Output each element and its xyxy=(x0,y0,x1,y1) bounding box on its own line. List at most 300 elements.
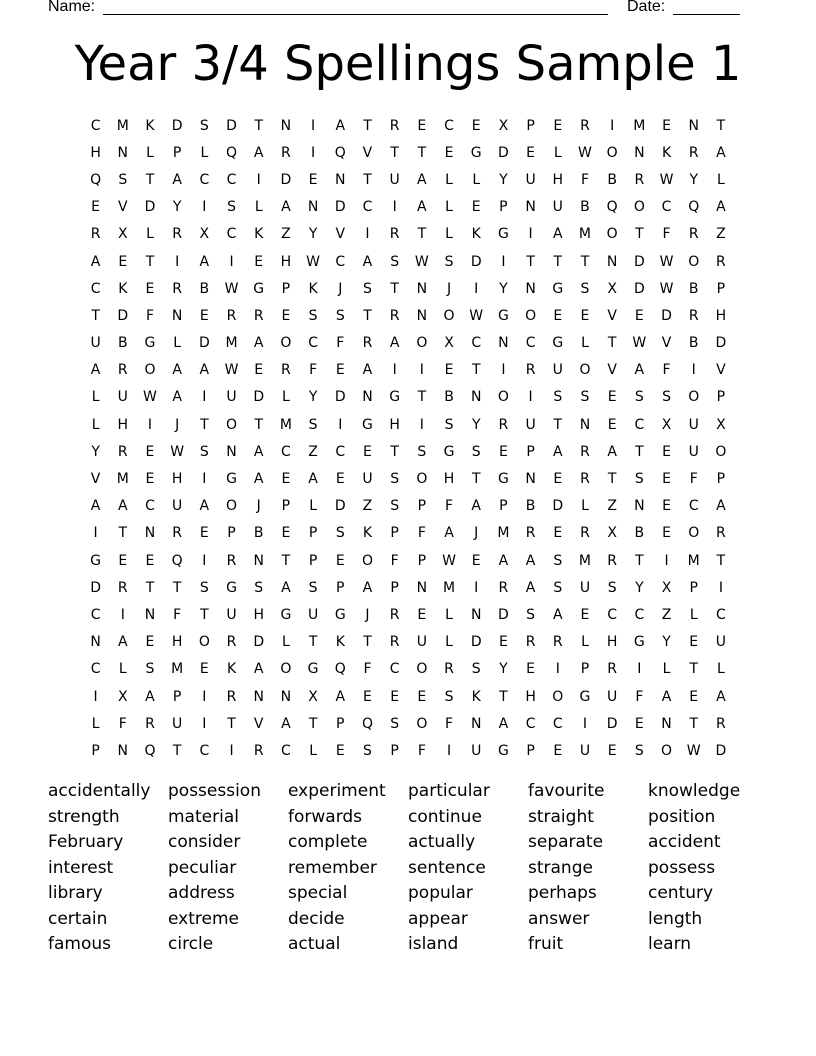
grid-letter: W xyxy=(170,443,185,460)
grid-letter: N xyxy=(634,498,645,515)
word-list-item: perhaps xyxy=(528,883,597,903)
grid-letter: I xyxy=(202,688,207,705)
grid-letter: T xyxy=(417,226,427,243)
grid-letter: X xyxy=(607,280,617,297)
grid-letter: I xyxy=(175,253,180,270)
grid-row xyxy=(82,166,735,193)
grid-letter: M xyxy=(633,117,646,134)
grid-letter: R xyxy=(172,525,183,542)
grid-letter: F xyxy=(145,307,154,324)
grid-letter: N xyxy=(253,688,264,705)
grid-letter: D xyxy=(606,715,618,732)
grid-letter: P xyxy=(172,688,182,705)
grid-letter: R xyxy=(498,416,509,433)
grid-letter: E xyxy=(145,471,155,488)
grid-letter: A xyxy=(281,715,291,732)
grid-letter: H xyxy=(715,307,727,324)
grid-letter: S xyxy=(308,416,318,433)
word-list-item: complete xyxy=(288,832,368,852)
grid-letter: L xyxy=(445,226,453,243)
grid-letter: N xyxy=(470,389,482,406)
grid-letter: E xyxy=(471,552,481,569)
grid-letter: R xyxy=(444,661,454,678)
grid-letter: L xyxy=(309,498,317,515)
grid-letter: O xyxy=(606,226,618,243)
grid-letter: X xyxy=(308,688,318,705)
grid-letter: E xyxy=(553,471,563,488)
grid-row xyxy=(82,194,735,221)
grid-letter: P xyxy=(716,280,726,297)
grid-letter: B xyxy=(634,525,645,542)
grid-letter: N xyxy=(117,742,129,759)
grid-letter: O xyxy=(661,742,673,759)
grid-letter: O xyxy=(443,307,455,324)
grid-letter: O xyxy=(688,253,700,270)
grid-letter: D xyxy=(226,117,237,134)
grid-letter: R xyxy=(117,362,128,379)
grid-letter: I xyxy=(528,226,533,243)
grid-letter: T xyxy=(172,579,182,596)
grid-letter: R xyxy=(389,634,400,651)
grid-row xyxy=(82,112,735,139)
word-list-item: forwards xyxy=(288,806,363,827)
grid-letter: U xyxy=(307,606,319,623)
grid-letter: T xyxy=(254,416,263,433)
word-list-item: century xyxy=(648,883,714,903)
grid-letter: F xyxy=(662,362,671,379)
word-list-item: answer xyxy=(528,908,590,929)
word-list-item: famous xyxy=(48,934,111,954)
grid-letter: I xyxy=(419,416,424,433)
grid-letter: A xyxy=(389,335,400,352)
grid-letter: S xyxy=(390,253,400,270)
grid-letter: V xyxy=(90,471,101,488)
grid-letter: E xyxy=(662,525,671,542)
grid-letter: T xyxy=(417,389,427,406)
grid-letter: V xyxy=(607,362,617,379)
grid-letter: E xyxy=(526,661,536,678)
grid-letter: X xyxy=(117,688,128,705)
grid-letter: T xyxy=(363,634,372,651)
grid-letter: R xyxy=(498,579,509,596)
grid-letter: S xyxy=(444,416,454,433)
grid-letter: I xyxy=(311,144,316,161)
grid-row xyxy=(82,656,735,683)
word-list-item: possess xyxy=(648,857,716,878)
word-list-item: circle xyxy=(168,934,214,954)
grid-letter: G xyxy=(280,606,292,623)
grid-row xyxy=(82,357,735,384)
grid-letter: L xyxy=(282,389,290,406)
grid-letter: O xyxy=(579,362,591,379)
grid-letter: E xyxy=(308,171,318,188)
grid-letter: J xyxy=(256,498,261,515)
word-list xyxy=(48,779,768,958)
grid-letter: X xyxy=(661,579,672,596)
grid-letter: C xyxy=(444,117,454,134)
grid-letter: E xyxy=(634,307,644,324)
word-column xyxy=(408,779,528,958)
grid-letter: S xyxy=(335,307,345,324)
grid-letter: F xyxy=(689,471,698,488)
grid-letter: U xyxy=(579,742,591,759)
grid-letter: S xyxy=(417,443,427,460)
grid-row xyxy=(82,438,735,465)
grid-letter: O xyxy=(226,498,238,515)
grid-letter: W xyxy=(143,389,157,406)
grid-letter: I xyxy=(474,280,479,297)
grid-letter: Y xyxy=(172,199,182,216)
grid-letter: G xyxy=(226,471,237,488)
grid-letter: L xyxy=(91,416,100,433)
grid-letter: A xyxy=(335,688,346,705)
grid-letter: Y xyxy=(308,226,318,243)
grid-letter: Y xyxy=(471,416,481,433)
grid-letter: K xyxy=(335,634,345,651)
grid-letter: U xyxy=(362,471,373,488)
grid-letter: L xyxy=(445,634,453,651)
grid-letter: G xyxy=(253,280,265,297)
grid-letter: P xyxy=(172,144,182,161)
grid-letter: U xyxy=(525,416,536,433)
grid-letter: X xyxy=(661,416,672,433)
grid-letter: K xyxy=(661,144,672,161)
grid-letter: T xyxy=(471,362,481,379)
grid-letter: N xyxy=(606,253,618,270)
grid-letter: T xyxy=(145,253,155,270)
grid-letter: W xyxy=(578,144,592,161)
grid-letter: I xyxy=(555,661,560,678)
grid-letter: B xyxy=(117,335,128,352)
grid-letter: X xyxy=(716,416,726,433)
grid-letter: A xyxy=(145,688,155,705)
grid-letter: I xyxy=(311,117,316,134)
grid-letter: M xyxy=(116,117,129,134)
grid-letter: O xyxy=(606,144,618,161)
word-list-item: remember xyxy=(288,857,377,878)
grid-letter: F xyxy=(635,688,644,705)
grid-letter: R xyxy=(716,715,726,732)
grid-letter: T xyxy=(553,253,563,270)
grid-letter: H xyxy=(525,688,536,705)
grid-letter: M xyxy=(578,226,592,243)
grid-letter: C xyxy=(471,335,482,352)
grid-row xyxy=(82,275,735,302)
grid-letter: P xyxy=(390,525,399,542)
grid-letter: N xyxy=(171,307,183,324)
grid-letter: E xyxy=(526,144,536,161)
grid-letter: E xyxy=(145,552,155,569)
grid-letter: C xyxy=(281,443,291,460)
grid-letter: A xyxy=(90,362,101,379)
grid-letter: I xyxy=(474,579,479,596)
grid-letter: G xyxy=(144,335,156,352)
grid-letter: P xyxy=(417,498,427,515)
grid-letter: R xyxy=(580,471,590,488)
name-blank-line xyxy=(103,14,608,15)
grid-letter: C xyxy=(90,661,101,678)
grid-letter: T xyxy=(716,117,726,134)
grid-letter: D xyxy=(470,253,482,270)
grid-letter: E xyxy=(471,199,481,216)
grid-letter: B xyxy=(253,525,264,542)
grid-letter: T xyxy=(689,661,698,678)
grid-letter: W xyxy=(686,742,701,759)
grid-letter: D xyxy=(144,199,156,216)
grid-letter: A xyxy=(552,443,563,460)
grid-letter: G xyxy=(226,579,237,596)
grid-letter: I xyxy=(392,362,397,379)
grid-letter: E xyxy=(662,471,671,488)
grid-letter: S xyxy=(199,579,209,596)
grid-letter: D xyxy=(117,307,129,324)
grid-letter: R xyxy=(688,144,699,161)
grid-letter: O xyxy=(280,661,292,678)
grid-row xyxy=(82,629,735,656)
grid-letter: T xyxy=(363,117,372,134)
word-list-item: decide xyxy=(288,908,345,929)
grid-letter: C xyxy=(335,253,346,270)
grid-letter: P xyxy=(526,117,535,134)
grid-letter: R xyxy=(688,226,699,243)
grid-letter: I xyxy=(147,416,153,433)
grid-letter: S xyxy=(553,552,563,569)
grid-letter: D xyxy=(715,335,727,352)
grid-letter: E xyxy=(580,307,590,324)
grid-letter: R xyxy=(716,525,726,542)
grid-letter: T xyxy=(417,144,427,161)
grid-letter: Y xyxy=(662,634,671,651)
grid-letter: Y xyxy=(689,171,698,188)
grid-letter: G xyxy=(497,471,509,488)
grid-letter: S xyxy=(526,606,536,623)
grid-letter: D xyxy=(715,742,727,759)
grid-letter: U xyxy=(90,335,101,352)
grid-letter: L xyxy=(200,144,209,161)
grid-letter: C xyxy=(607,606,618,623)
grid-letter: A xyxy=(716,199,726,216)
grid-letter: P xyxy=(390,742,399,759)
grid-letter: R xyxy=(281,362,291,379)
grid-letter: B xyxy=(580,199,590,216)
grid-letter: K xyxy=(145,117,155,134)
date-blank-line xyxy=(673,14,740,15)
grid-letter: D xyxy=(171,117,183,134)
grid-letter: Q xyxy=(334,661,346,678)
grid-letter: U xyxy=(172,715,183,732)
grid-letter: J xyxy=(446,280,452,297)
grid-letter: U xyxy=(172,498,183,515)
grid-letter: N xyxy=(144,606,156,623)
word-column xyxy=(648,779,768,958)
grid-letter: A xyxy=(199,362,210,379)
grid-row xyxy=(82,520,735,547)
grid-letter: I xyxy=(392,199,397,216)
word-search-grid xyxy=(82,112,735,765)
word-list-item: possession xyxy=(168,781,261,801)
grid-letter: I xyxy=(229,253,234,270)
grid-letter: O xyxy=(497,389,509,406)
grid-letter: R xyxy=(226,307,237,324)
grid-letter: A xyxy=(117,498,128,515)
grid-letter: P xyxy=(580,661,590,678)
grid-letter: C xyxy=(661,199,672,216)
grid-letter: I xyxy=(120,606,125,623)
grid-letter: L xyxy=(309,742,317,759)
grid-letter: A xyxy=(525,552,536,569)
grid-letter: R xyxy=(389,117,400,134)
grid-letter: E xyxy=(281,525,291,542)
grid-letter: E xyxy=(417,606,427,623)
grid-letter: I xyxy=(365,226,370,243)
grid-letter: Q xyxy=(90,171,102,188)
word-list-item: material xyxy=(168,806,239,827)
grid-letter: P xyxy=(526,443,535,460)
grid-letter: J xyxy=(338,280,343,297)
grid-letter: V xyxy=(362,144,373,161)
grid-letter: S xyxy=(553,579,563,596)
grid-letter: U xyxy=(117,389,128,406)
grid-letter: B xyxy=(525,498,536,515)
grid-letter: I xyxy=(501,253,506,270)
grid-letter: T xyxy=(716,552,726,569)
grid-letter: T xyxy=(689,715,698,732)
grid-letter: S xyxy=(335,525,345,542)
grid-letter: I xyxy=(93,525,98,542)
grid-letter: R xyxy=(226,688,237,705)
grid-letter: K xyxy=(362,525,373,542)
grid-letter: W xyxy=(224,362,239,379)
grid-letter: B xyxy=(199,280,210,297)
grid-letter: A xyxy=(525,579,536,596)
grid-letter: E xyxy=(580,606,590,623)
grid-row xyxy=(82,411,735,438)
grid-letter: H xyxy=(552,171,564,188)
grid-row xyxy=(82,248,735,275)
grid-letter: I xyxy=(419,362,424,379)
grid-letter: N xyxy=(688,117,699,134)
grid-letter: N xyxy=(253,552,264,569)
grid-letter: P xyxy=(227,525,236,542)
word-list-item: consider xyxy=(168,832,241,852)
grid-letter: G xyxy=(497,226,509,243)
grid-letter: E xyxy=(634,715,644,732)
grid-letter: S xyxy=(199,117,209,134)
grid-letter: R xyxy=(172,280,183,297)
word-list-item: interest xyxy=(48,857,114,878)
word-list-item: straight xyxy=(528,806,594,827)
word-list-item: library xyxy=(48,883,103,903)
grid-letter: G xyxy=(497,742,509,759)
grid-row xyxy=(82,384,735,411)
grid-letter: L xyxy=(445,606,453,623)
grid-letter: C xyxy=(552,715,563,732)
grid-letter: E xyxy=(417,117,427,134)
grid-letter: U xyxy=(552,199,563,216)
word-list-item: length xyxy=(648,908,703,929)
grid-letter: E xyxy=(444,362,454,379)
grid-letter: A xyxy=(199,498,210,515)
grid-letter: U xyxy=(471,742,482,759)
grid-letter: S xyxy=(580,280,590,297)
grid-letter: W xyxy=(414,253,429,270)
grid-letter: P xyxy=(390,579,399,596)
grid-row xyxy=(82,601,735,628)
word-list-item: experiment xyxy=(288,781,386,801)
grid-letter: X xyxy=(117,226,128,243)
grid-letter: G xyxy=(470,144,482,161)
grid-letter: S xyxy=(471,443,481,460)
grid-letter: W xyxy=(224,280,239,297)
grid-letter: D xyxy=(280,171,292,188)
grid-letter: E xyxy=(118,552,128,569)
grid-letter: F xyxy=(309,362,318,379)
grid-letter: G xyxy=(443,443,455,460)
word-list-item: continue xyxy=(408,806,482,827)
grid-letter: E xyxy=(363,443,372,460)
grid-letter: T xyxy=(91,307,100,324)
grid-letter: L xyxy=(581,335,589,352)
grid-letter: D xyxy=(198,335,210,352)
grid-letter: J xyxy=(474,525,479,542)
grid-letter: U xyxy=(552,362,563,379)
grid-letter: D xyxy=(498,144,509,161)
grid-letter: R xyxy=(362,335,373,352)
grid-letter: F xyxy=(173,606,182,623)
grid-letter: L xyxy=(91,715,100,732)
grid-letter: B xyxy=(688,280,699,297)
grid-letter: A xyxy=(498,715,509,732)
grid-letter: O xyxy=(633,199,645,216)
grid-row xyxy=(82,547,735,574)
grid-letter: E xyxy=(335,471,345,488)
grid-letter: N xyxy=(416,280,428,297)
grid-letter: S xyxy=(580,389,590,406)
grid-letter: A xyxy=(471,498,481,515)
grid-letter: E xyxy=(662,498,671,515)
grid-letter: L xyxy=(717,171,725,188)
grid-letter: S xyxy=(308,579,318,596)
grid-letter: U xyxy=(688,416,699,433)
grid-letter: I xyxy=(202,715,207,732)
grid-letter: H xyxy=(253,606,264,623)
grid-letter: T xyxy=(200,606,209,623)
grid-letter: P xyxy=(281,498,291,515)
grid-letter: O xyxy=(715,443,727,460)
grid-letter: A xyxy=(335,117,346,134)
grid-letter: N xyxy=(416,307,428,324)
grid-letter: R xyxy=(389,226,400,243)
grid-letter: H xyxy=(171,471,183,488)
grid-letter: G xyxy=(552,335,564,352)
grid-letter: N xyxy=(280,688,292,705)
grid-letter: A xyxy=(661,688,672,705)
grid-letter: F xyxy=(445,715,454,732)
grid-letter: C xyxy=(634,416,645,433)
grid-letter: C xyxy=(281,742,291,759)
grid-letter: V xyxy=(716,362,726,379)
grid-letter: L xyxy=(581,498,589,515)
word-list-item: accidentally xyxy=(48,781,151,801)
word-column xyxy=(48,779,168,958)
grid-letter: G xyxy=(552,280,564,297)
word-list-item: accident xyxy=(648,832,721,852)
grid-letter: M xyxy=(279,416,292,433)
grid-letter: C xyxy=(226,171,237,188)
grid-letter: M xyxy=(225,335,238,352)
grid-letter: E xyxy=(254,362,264,379)
grid-letter: X xyxy=(444,335,454,352)
